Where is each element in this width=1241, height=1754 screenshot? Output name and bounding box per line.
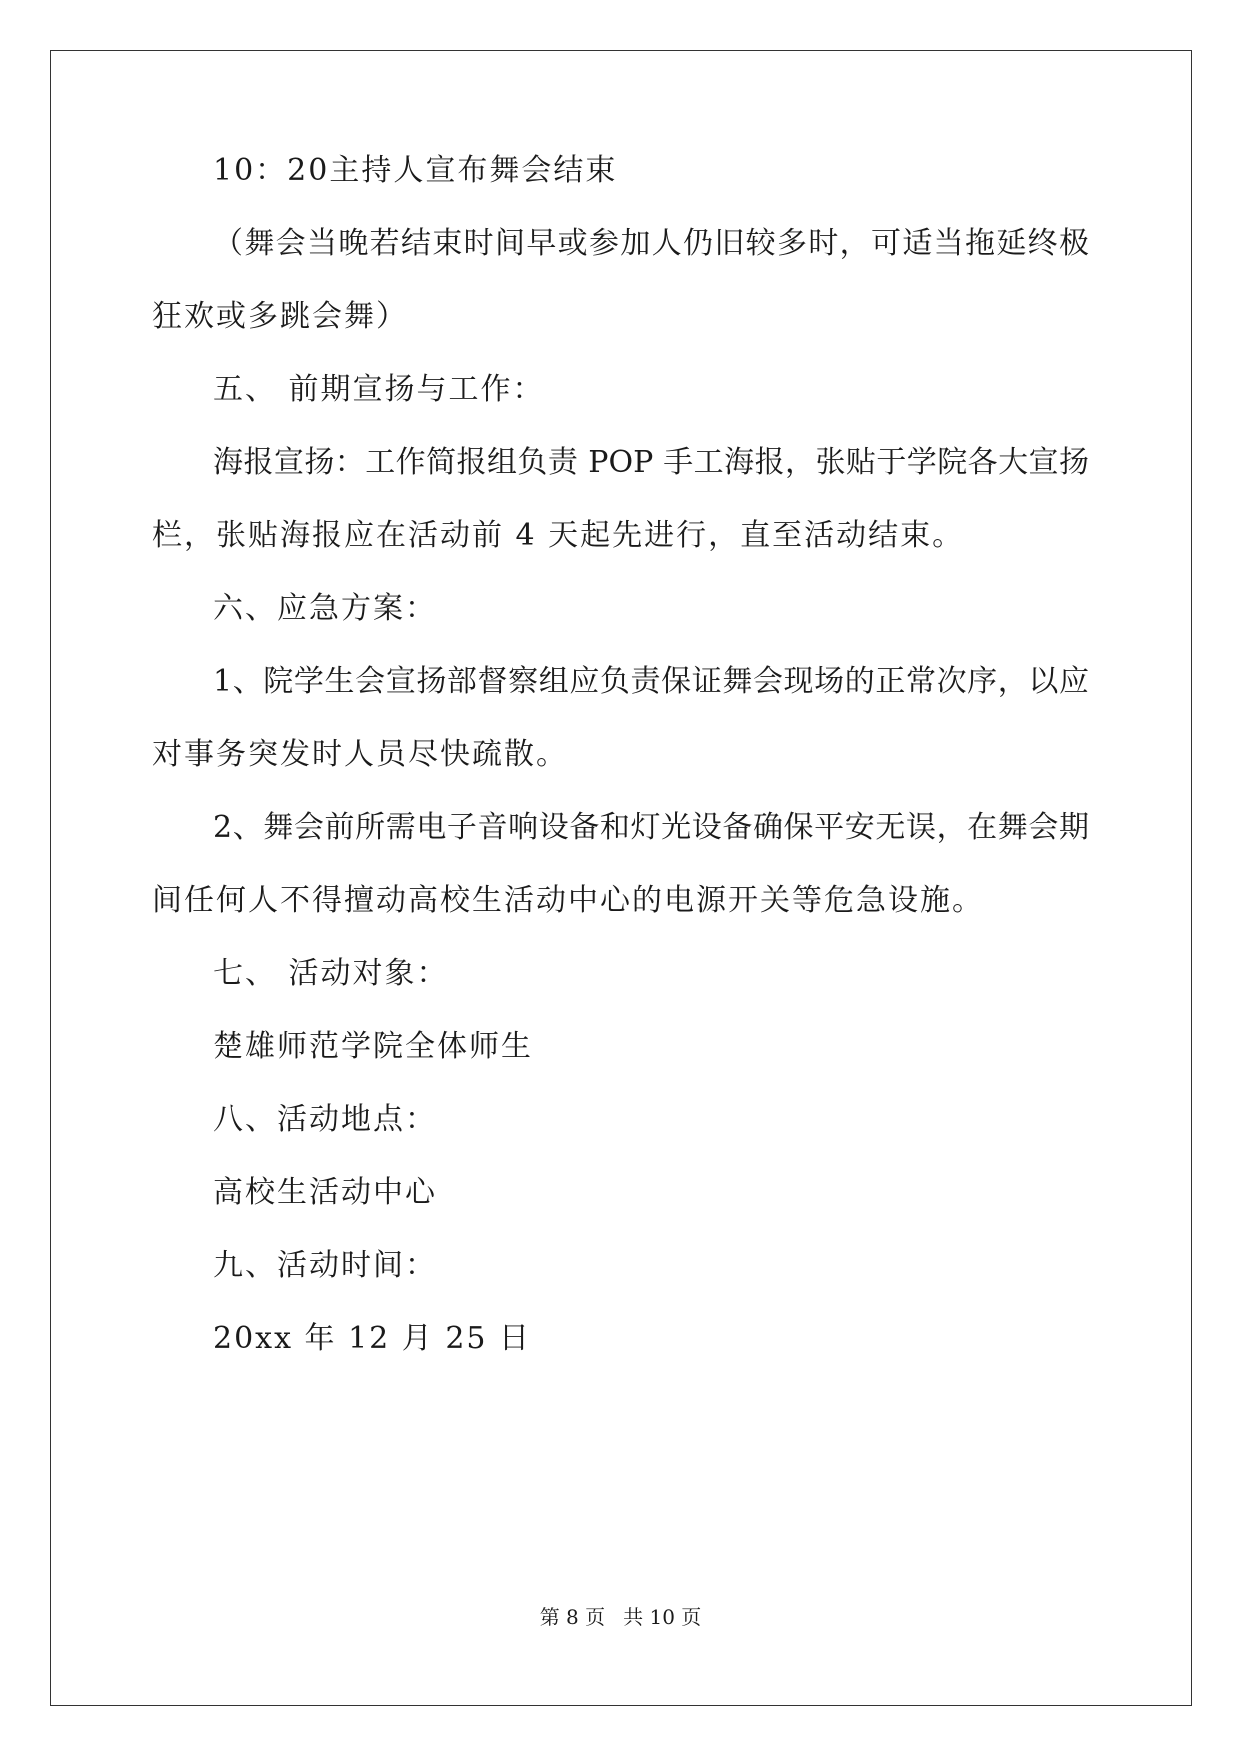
paragraph-line: 狂欢或多跳会舞） (152, 299, 408, 334)
section-heading: 八、活动地点： (213, 1102, 437, 1137)
section-heading: 七、 活动对象： (213, 956, 449, 991)
section-heading: 九、活动时间： (213, 1248, 437, 1283)
paragraph-line: 高校生活动中心 (213, 1175, 437, 1210)
page-footer (0, 1604, 1241, 1630)
paragraph-line: 2、舞会前所需电子音响设备和灯光设备确保平安无误，在舞会期 (213, 810, 1089, 845)
paragraph-line: 间任何人不得擅动高校生活动中心的电源开关等危急设施。 (152, 883, 984, 918)
section-heading: 五、 前期宣扬与工作： (213, 372, 545, 407)
paragraph-line: 对事务突发时人员尽快疏散。 (152, 737, 568, 772)
page-number-current: 第 8 页 (539, 1605, 606, 1629)
paragraph-line: 1、院学生会宣扬部督察组应负责保证舞会现场的正常次序，以应 (213, 664, 1089, 699)
paragraph-line: 栏，张贴海报应在活动前 4 天起先进行，直至活动结束。 (152, 518, 965, 553)
section-heading: 六、应急方案： (213, 591, 437, 626)
page-number-total: 共 10 页 (623, 1605, 702, 1629)
paragraph-line: 10：20主持人宣布舞会结束 (213, 153, 618, 188)
paragraph-line: 20xx 年 12 月 25 日 (213, 1321, 532, 1356)
paragraph-line: （舞会当晚若结束时间早或参加人仍旧较多时，可适当拖延终极 (213, 226, 1089, 261)
paragraph-line: 楚雄师范学院全体师生 (213, 1029, 533, 1064)
paragraph-line: 海报宣扬：工作简报组负责 POP 手工海报，张贴于学院各大宣扬 (213, 445, 1089, 480)
